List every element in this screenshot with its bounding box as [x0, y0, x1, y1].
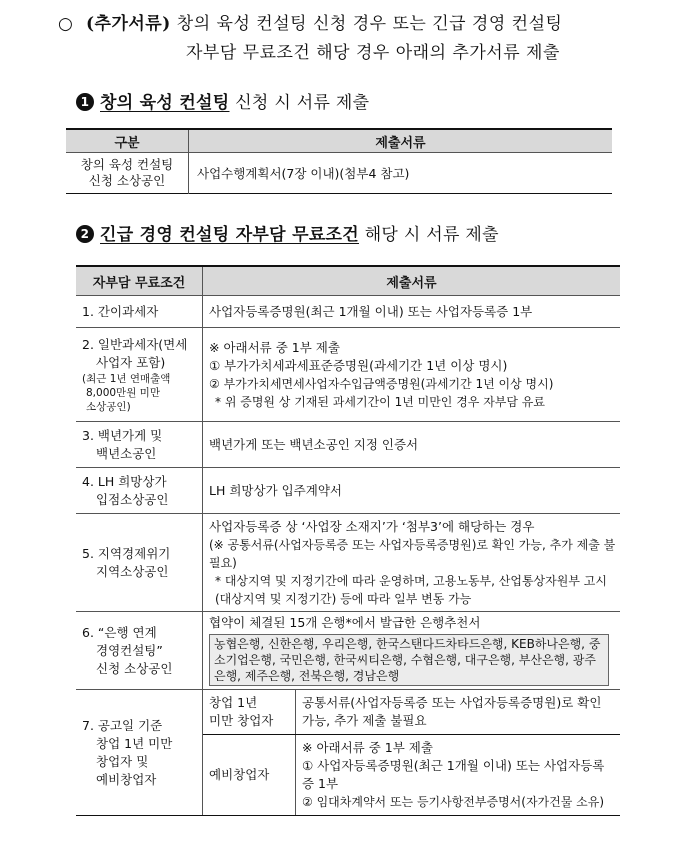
- condition-cell: [76, 514, 203, 612]
- cell-text: 미만 창업자: [209, 713, 274, 728]
- table-row: [203, 690, 620, 735]
- cell-text: 입점소상공인: [96, 491, 169, 507]
- intro-tag: (추가서류): [86, 14, 171, 34]
- condition-cell: [76, 690, 203, 816]
- cell-text: 경영컨설팅”: [96, 642, 163, 658]
- section-1-highlight: 창의 육성 컨설팅: [100, 93, 230, 113]
- table-row: [76, 612, 620, 690]
- intro-line-1: 창의 육성 컨설팅 신청 경우 또는 긴급 경영 컨설팅: [176, 14, 563, 34]
- table-row: [76, 690, 620, 816]
- condition-cell: [76, 468, 203, 514]
- cell-text: 사업자등록증 상 ‘사업장 소재지’가 ‘첨부3’에 해당하는 경우: [209, 518, 535, 534]
- table-1-header-documents: 제출서류: [189, 129, 613, 153]
- table-2-header: [76, 266, 620, 296]
- bullet-circle-icon: ○: [58, 14, 74, 34]
- documents-cell: [203, 514, 621, 612]
- table-row: [76, 422, 620, 468]
- cell-text: 8,000만원 미만: [86, 386, 160, 399]
- table-1: [66, 128, 612, 194]
- cell-text: 창업 1년 미만: [96, 735, 173, 751]
- cell-text: * 대상지역 및 지정기간에 따라 운영하며, 고용노동부, 산업통상자원부 고시(대상지역 및 지정기간) 등에 따라 일부 변동 가능: [215, 573, 607, 606]
- table-row: [76, 328, 620, 422]
- section-1-heading: [76, 88, 369, 113]
- bank-list-box: 농협은행, 신한은행, 우리은행, 한국스탠다드차타드은행, KEB하나은행, 중소기업은행, 국민은행, 한국씨티은행, 수협은행, 대구은행, 부산은행, 광주은행, 제주은행, 전북은행, 경남은행: [209, 634, 609, 686]
- table-row: [76, 468, 620, 514]
- documents-cell: 사업자등록증명원(최근 1개월 이내) 또는 사업자등록증 1부: [203, 296, 621, 328]
- cell-text: 5. 지역경제위기: [82, 545, 171, 561]
- table-1-header: [66, 129, 612, 153]
- condition-cell: [76, 422, 203, 468]
- table-row: [76, 514, 620, 612]
- section-1-rest: 신청 시 서류 제출: [229, 93, 370, 113]
- cell-text: ① 부가가치세과세표준증명원(과세기간 1년 이상 명시): [209, 357, 508, 373]
- sub-table: [203, 690, 620, 815]
- condition-cell: [76, 612, 203, 690]
- section-2-rest: 해당 시 서류 제출: [358, 225, 499, 245]
- cell-text: 창업자 및: [96, 753, 149, 769]
- table-1-category-cell: [66, 153, 189, 194]
- intro-line-2: 자부담 무료조건 해당 경우 아래의 추가서류 제출: [186, 43, 560, 63]
- condition-cell: [76, 328, 203, 422]
- cell-text: ② 임대차계약서 또는 등기사항전부증명서(자가건물 소유): [302, 795, 604, 809]
- table-2: [76, 265, 620, 816]
- cell-text: ② 부가가치세면세사업자수입금액증명원(과세기간 1년 이상 명시): [209, 376, 554, 391]
- cell-text: 신청 소상공인: [96, 660, 173, 676]
- sub-condition-cell: 예비창업자: [203, 735, 296, 816]
- cell-text: 6. “은행 연계: [82, 624, 157, 640]
- sub-documents-cell: [296, 735, 621, 816]
- documents-cell: 백년가게 또는 백년소공인 지정 인증서: [203, 422, 621, 468]
- table-2-header-condition: 자부담 무료조건: [76, 266, 203, 296]
- number-circle-2-icon: 2: [76, 225, 94, 243]
- cell-text: 백년소공인: [96, 445, 157, 461]
- cell-text: 사업자 포함): [96, 354, 166, 370]
- cell-text: ※ 아래서류 중 1부 제출: [302, 740, 433, 755]
- table-1-documents-cell: 사업수행계획서(7장 이내)(첨부4 참고): [197, 166, 410, 181]
- cell-text: 4. LH 희망상가: [82, 473, 167, 489]
- cell-text: ① 사업자등록증명원(최근 1개월 이내) 또는 사업자등록증 1부: [302, 758, 605, 791]
- cell-text: * 위 증명원 상 기재된 과세기간이 1년 미만인 경우 자부담 유료: [215, 394, 545, 409]
- section-2-heading: [76, 220, 499, 245]
- cell-text: ※ 아래서류 중 1부 제출: [209, 339, 340, 355]
- cell-text: 지역소상공인: [96, 563, 169, 579]
- cell-text: 소상공인): [86, 400, 131, 413]
- documents-cell: [203, 612, 621, 690]
- table-row: [76, 296, 620, 328]
- number-circle-1-icon: 1: [76, 93, 94, 111]
- documents-cell: [203, 328, 621, 422]
- cell-text: 예비창업자: [96, 771, 157, 787]
- cell-text: 신청 소상공인: [88, 173, 166, 188]
- section-2-highlight: 긴급 경영 컨설팅 자부담 무료조건: [100, 225, 359, 245]
- cell-text: 2. 일반과세자(면세: [82, 336, 188, 352]
- condition-cell: 1. 간이과세자: [76, 296, 203, 328]
- table-2-header-documents: 제출서류: [203, 266, 621, 296]
- cell-text: 7. 공고일 기준: [82, 717, 163, 733]
- cell-text: 협약이 체결된 15개 은행*에서 발급한 은행추천서: [209, 614, 481, 630]
- documents-cell: [203, 690, 621, 816]
- sub-condition-cell: [203, 690, 296, 735]
- cell-text: 3. 백년가게 및: [82, 427, 163, 443]
- table-row: [66, 153, 612, 194]
- table-row: [203, 735, 620, 816]
- cell-text: 창업 1년: [209, 695, 258, 710]
- cell-text: (최근 1년 연매출액: [82, 372, 171, 385]
- table-1-header-category: 구분: [66, 129, 189, 153]
- intro-paragraph: [58, 10, 562, 68]
- cell-text: (※ 공통서류(사업자등록증 또는 사업자등록증명원)로 확인 가능, 추가 제출 불필요): [209, 537, 616, 570]
- cell-text: 창의 육성 컨설팅: [80, 157, 174, 172]
- documents-cell: LH 희망상가 입주계약서: [203, 468, 621, 514]
- sub-documents-cell: 공통서류(사업자등록증 또는 사업자등록증명원)로 확인 가능, 추가 제출 불필요: [296, 690, 621, 735]
